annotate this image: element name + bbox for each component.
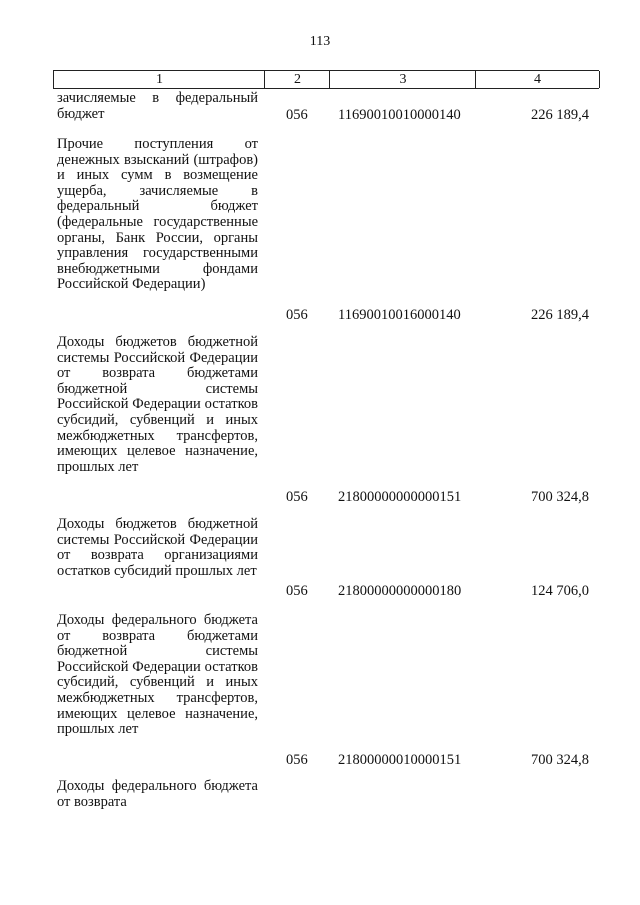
row-amount: 700 324,8 bbox=[531, 489, 589, 505]
row-budget-code: 11690010010000140 bbox=[338, 107, 461, 123]
table-header bbox=[53, 70, 599, 89]
row-admin-code: 056 bbox=[286, 583, 308, 599]
row-description: Доходы федерального бюджета от возврата бюджетами бюджетной системы Российской Федерации остатков субсидий, субвенций и иных межбюджетных трансфертов, имеющих целевое назначение, прошлых лет bbox=[57, 612, 258, 738]
row-budget-code: 21800000010000151 bbox=[338, 752, 462, 768]
row-description: Прочие поступления от денежных взысканий (штрафов) и иных сумм в возмещение ущерба, зачисляемые в федеральный бюджет (федеральные государственные органы, Банк России, органы управления государственными внебюджетными фондами Российской Федерации) bbox=[57, 136, 258, 293]
row-description: Доходы бюджетов бюджетной системы Российской Федерации от возврата организациями остатков субсидий прошлых лет bbox=[57, 516, 258, 579]
row-budget-code: 21800000000000180 bbox=[338, 583, 462, 599]
row-amount: 700 324,8 bbox=[531, 752, 589, 768]
row-amount: 124 706,0 bbox=[531, 583, 589, 599]
row-amount: 226 189,4 bbox=[531, 307, 589, 323]
row-admin-code: 056 bbox=[286, 489, 308, 505]
header-col-1: 1 bbox=[53, 71, 265, 88]
row-admin-code: 056 bbox=[286, 752, 308, 768]
header-col-4: 4 bbox=[475, 71, 600, 88]
header-col-2: 2 bbox=[264, 71, 330, 88]
row-admin-code: 056 bbox=[286, 307, 308, 323]
row-description: зачисляемые в федеральный бюджет bbox=[57, 90, 258, 122]
header-col-3: 3 bbox=[329, 71, 476, 88]
row-description: Доходы федерального бюджета от возврата bbox=[57, 778, 258, 810]
row-amount: 226 189,4 bbox=[531, 107, 589, 123]
row-description: Доходы бюджетов бюджетной системы Российской Федерации от возврата бюджетами бюджетной системы Российской Федерации остатков субсидий, субвенций и иных межбюджетных трансфертов, имеющих целевое назначение, прошлых лет bbox=[57, 334, 258, 475]
page-number: 113 bbox=[309, 34, 331, 49]
row-admin-code: 056 bbox=[286, 107, 308, 123]
row-budget-code: 21800000000000151 bbox=[338, 489, 462, 505]
row-budget-code: 11690010016000140 bbox=[338, 307, 461, 323]
